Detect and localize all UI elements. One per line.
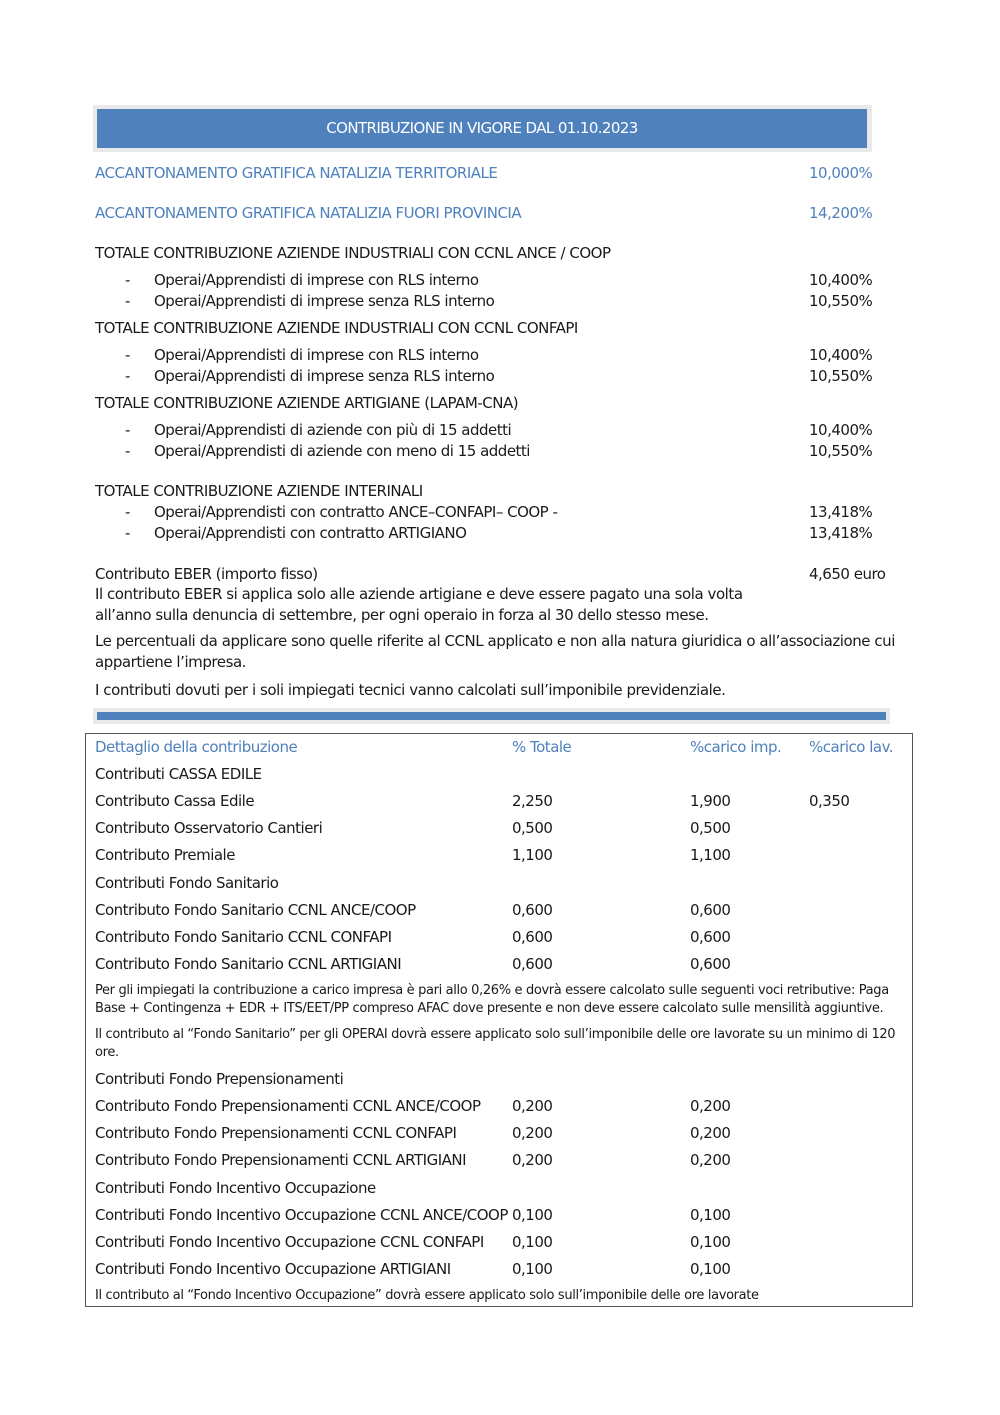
table-row [95, 1205, 905, 1225]
section-title: TOTALE CONTRIBUZIONE AZIENDE INDUSTRIALI CON CCNL CONFAPI [95, 319, 578, 337]
accantonamento-fuori-provincia-label: ACCANTONAMENTO GRATIFICA NATALIZIA FUORI PROVINCIA [95, 204, 522, 222]
row-label: Contributo Fondo Sanitario CCNL ARTIGIANI [95, 955, 402, 973]
table-note-fondo-sanitario: Il contributo al “Fondo Sanitario” per gli OPERAI dovrà essere applicato solo sull’imponibile delle ore lavorate su un minimo di 120 ore. [95, 1027, 896, 1060]
row-label: Contributo Fondo Sanitario CCNL CONFAPI [95, 928, 392, 946]
table-group-row [95, 1069, 905, 1089]
row-total: 0,600 [512, 955, 553, 973]
list-item-label: Operai/Apprendisti di imprese con RLS interno [154, 346, 479, 364]
section-title: TOTALE CONTRIBUZIONE AZIENDE ARTIGIANE (LAPAM-CNA) [95, 394, 519, 412]
row-label: Contributo Fondo Sanitario CCNL ANCE/COOP [95, 901, 416, 919]
table-row [95, 1259, 905, 1279]
table-note-fondo-incentivo: Il contributo al “Fondo Incentivo Occupazione” dovrà essere applicato solo sull’imponibile delle ore lavorate [95, 1288, 759, 1303]
list-item-value: 13,418% [809, 524, 873, 542]
list-item-value: 10,400% [809, 421, 873, 439]
paragraph-ccnl: Le percentuali da applicare sono quelle riferite al CCNL applicato e non alla natura giuridica o all’associazione cui appartiene l’impresa. [95, 632, 895, 671]
table-row [95, 927, 905, 947]
list-item-value: 13,418% [809, 503, 873, 521]
row-label: Contributi CASSA EDILE [95, 765, 262, 783]
table-group-row [95, 1178, 905, 1198]
list-item-label: Operai/Apprendisti di imprese con RLS interno [154, 271, 479, 289]
row-total: 0,500 [512, 819, 553, 837]
list-item-label: Operai/Apprendisti con contratto ARTIGIANO [154, 524, 467, 542]
row-label: Contributo Fondo Prepensionamenti CCNL ARTIGIANI [95, 1151, 467, 1169]
separator-bar [97, 712, 886, 720]
table-row [95, 791, 905, 811]
row-label: Contributi Fondo Incentivo Occupazione CCNL ANCE/COOP [95, 1206, 508, 1224]
table-row [95, 900, 905, 920]
row-total: 0,200 [512, 1097, 553, 1115]
table-header [95, 737, 905, 757]
list-dash: - [125, 442, 131, 460]
header-employer: %carico imp. [690, 738, 782, 756]
table-row [95, 1096, 905, 1116]
table-row [95, 1123, 905, 1143]
table-note-impiegati: Per gli impiegati la contribuzione a carico impresa è pari allo 0,26% e dovrà essere calcolato sulle seguenti voci retributive: Paga Base + Contingenza + EDR + ITS/EET/PP compreso AFAC dove presente e non deve essere calcolato sulle mensilità aggiuntive. [95, 983, 889, 1016]
row-total: 0,600 [512, 901, 553, 919]
list-item-label: Operai/Apprendisti di imprese senza RLS interno [154, 367, 495, 385]
list-item-value: 10,550% [809, 367, 873, 385]
list-item-label: Operai/Apprendisti con contratto ANCE–CONFAPI– COOP - [154, 503, 558, 521]
page-title-banner: CONTRIBUZIONE IN VIGORE DAL 01.10.2023 [97, 109, 867, 148]
list-item-label: Operai/Apprendisti di aziende con più di 15 addetti [154, 421, 512, 439]
eber-value: 4,650 euro [809, 565, 886, 583]
row-employer: 0,200 [690, 1097, 731, 1115]
row-employer: 0,500 [690, 819, 731, 837]
table-row [95, 1232, 905, 1252]
list-dash: - [125, 292, 131, 310]
row-employer: 0,600 [690, 901, 731, 919]
list-dash: - [125, 524, 131, 542]
table-group-row [95, 873, 905, 893]
row-total: 0,100 [512, 1233, 553, 1251]
row-employer: 1,900 [690, 792, 731, 810]
table-row [95, 845, 905, 865]
list-item-value: 10,550% [809, 442, 873, 460]
row-total: 0,200 [512, 1124, 553, 1142]
list-dash: - [125, 271, 131, 289]
row-employer: 0,100 [690, 1233, 731, 1251]
row-employer: 0,600 [690, 928, 731, 946]
row-label: Contributi Fondo Incentivo Occupazione CCNL CONFAPI [95, 1233, 484, 1251]
row-total: 0,100 [512, 1206, 553, 1224]
row-label: Contributo Premiale [95, 846, 235, 864]
row-total: 2,250 [512, 792, 553, 810]
row-total: 0,200 [512, 1151, 553, 1169]
row-label: Contributi Fondo Sanitario [95, 874, 279, 892]
list-dash: - [125, 346, 131, 364]
table-row [95, 1150, 905, 1170]
row-total: 1,100 [512, 846, 553, 864]
row-label: Contributo Fondo Prepensionamenti CCNL CONFAPI [95, 1124, 457, 1142]
list-dash: - [125, 421, 131, 439]
accantonamento-fuori-provincia-value: 14,200% [809, 204, 873, 222]
list-item-label: Operai/Apprendisti di imprese senza RLS interno [154, 292, 495, 310]
section-title: TOTALE CONTRIBUZIONE AZIENDE INDUSTRIALI CON CCNL ANCE / COOP [95, 244, 611, 262]
row-total: 0,600 [512, 928, 553, 946]
row-employer: 0,100 [690, 1206, 731, 1224]
eber-label: Contributo EBER (importo fisso) [95, 565, 318, 583]
header-detail: Dettaglio della contribuzione [95, 738, 298, 756]
header-worker: %carico lav. [809, 738, 894, 756]
row-label: Contributi Fondo Incentivo Occupazione [95, 1179, 376, 1197]
header-total: % Totale [512, 738, 572, 756]
list-item-value: 10,400% [809, 271, 873, 289]
list-dash: - [125, 503, 131, 521]
row-employer: 0,200 [690, 1151, 731, 1169]
table-group-row [95, 764, 905, 784]
table-row [95, 954, 905, 974]
list-item-value: 10,550% [809, 292, 873, 310]
row-employer: 0,100 [690, 1260, 731, 1278]
row-label: Contributi Fondo Incentivo Occupazione ARTIGIANI [95, 1260, 451, 1278]
row-label: Contributo Osservatorio Cantieri [95, 819, 323, 837]
section-title: TOTALE CONTRIBUZIONE AZIENDE INTERINALI [95, 482, 423, 500]
eber-note: Il contributo EBER si applica solo alle aziende artigiane e deve essere pagato una sola volta all’anno sulla denuncia di settembre, per ogni operaio in forza al 30 dello stesso mese. [95, 585, 743, 624]
row-label: Contributo Fondo Prepensionamenti CCNL ANCE/COOP [95, 1097, 481, 1115]
list-dash: - [125, 367, 131, 385]
row-label: Contributi Fondo Prepensionamenti [95, 1070, 344, 1088]
row-worker: 0,350 [809, 792, 850, 810]
list-item-value: 10,400% [809, 346, 873, 364]
row-employer: 0,200 [690, 1124, 731, 1142]
table-row [95, 818, 905, 838]
list-item-label: Operai/Apprendisti di aziende con meno di 15 addetti [154, 442, 530, 460]
row-label: Contributo Cassa Edile [95, 792, 255, 810]
row-total: 0,100 [512, 1260, 553, 1278]
accantonamento-territoriale-value: 10,000% [809, 164, 873, 182]
accantonamento-territoriale-label: ACCANTONAMENTO GRATIFICA NATALIZIA TERRITORIALE [95, 164, 498, 182]
row-employer: 1,100 [690, 846, 731, 864]
paragraph-impiegati: I contributi dovuti per i soli impiegati tecnici vanno calcolati sull’imponibile previdenziale. [95, 681, 726, 699]
row-employer: 0,600 [690, 955, 731, 973]
